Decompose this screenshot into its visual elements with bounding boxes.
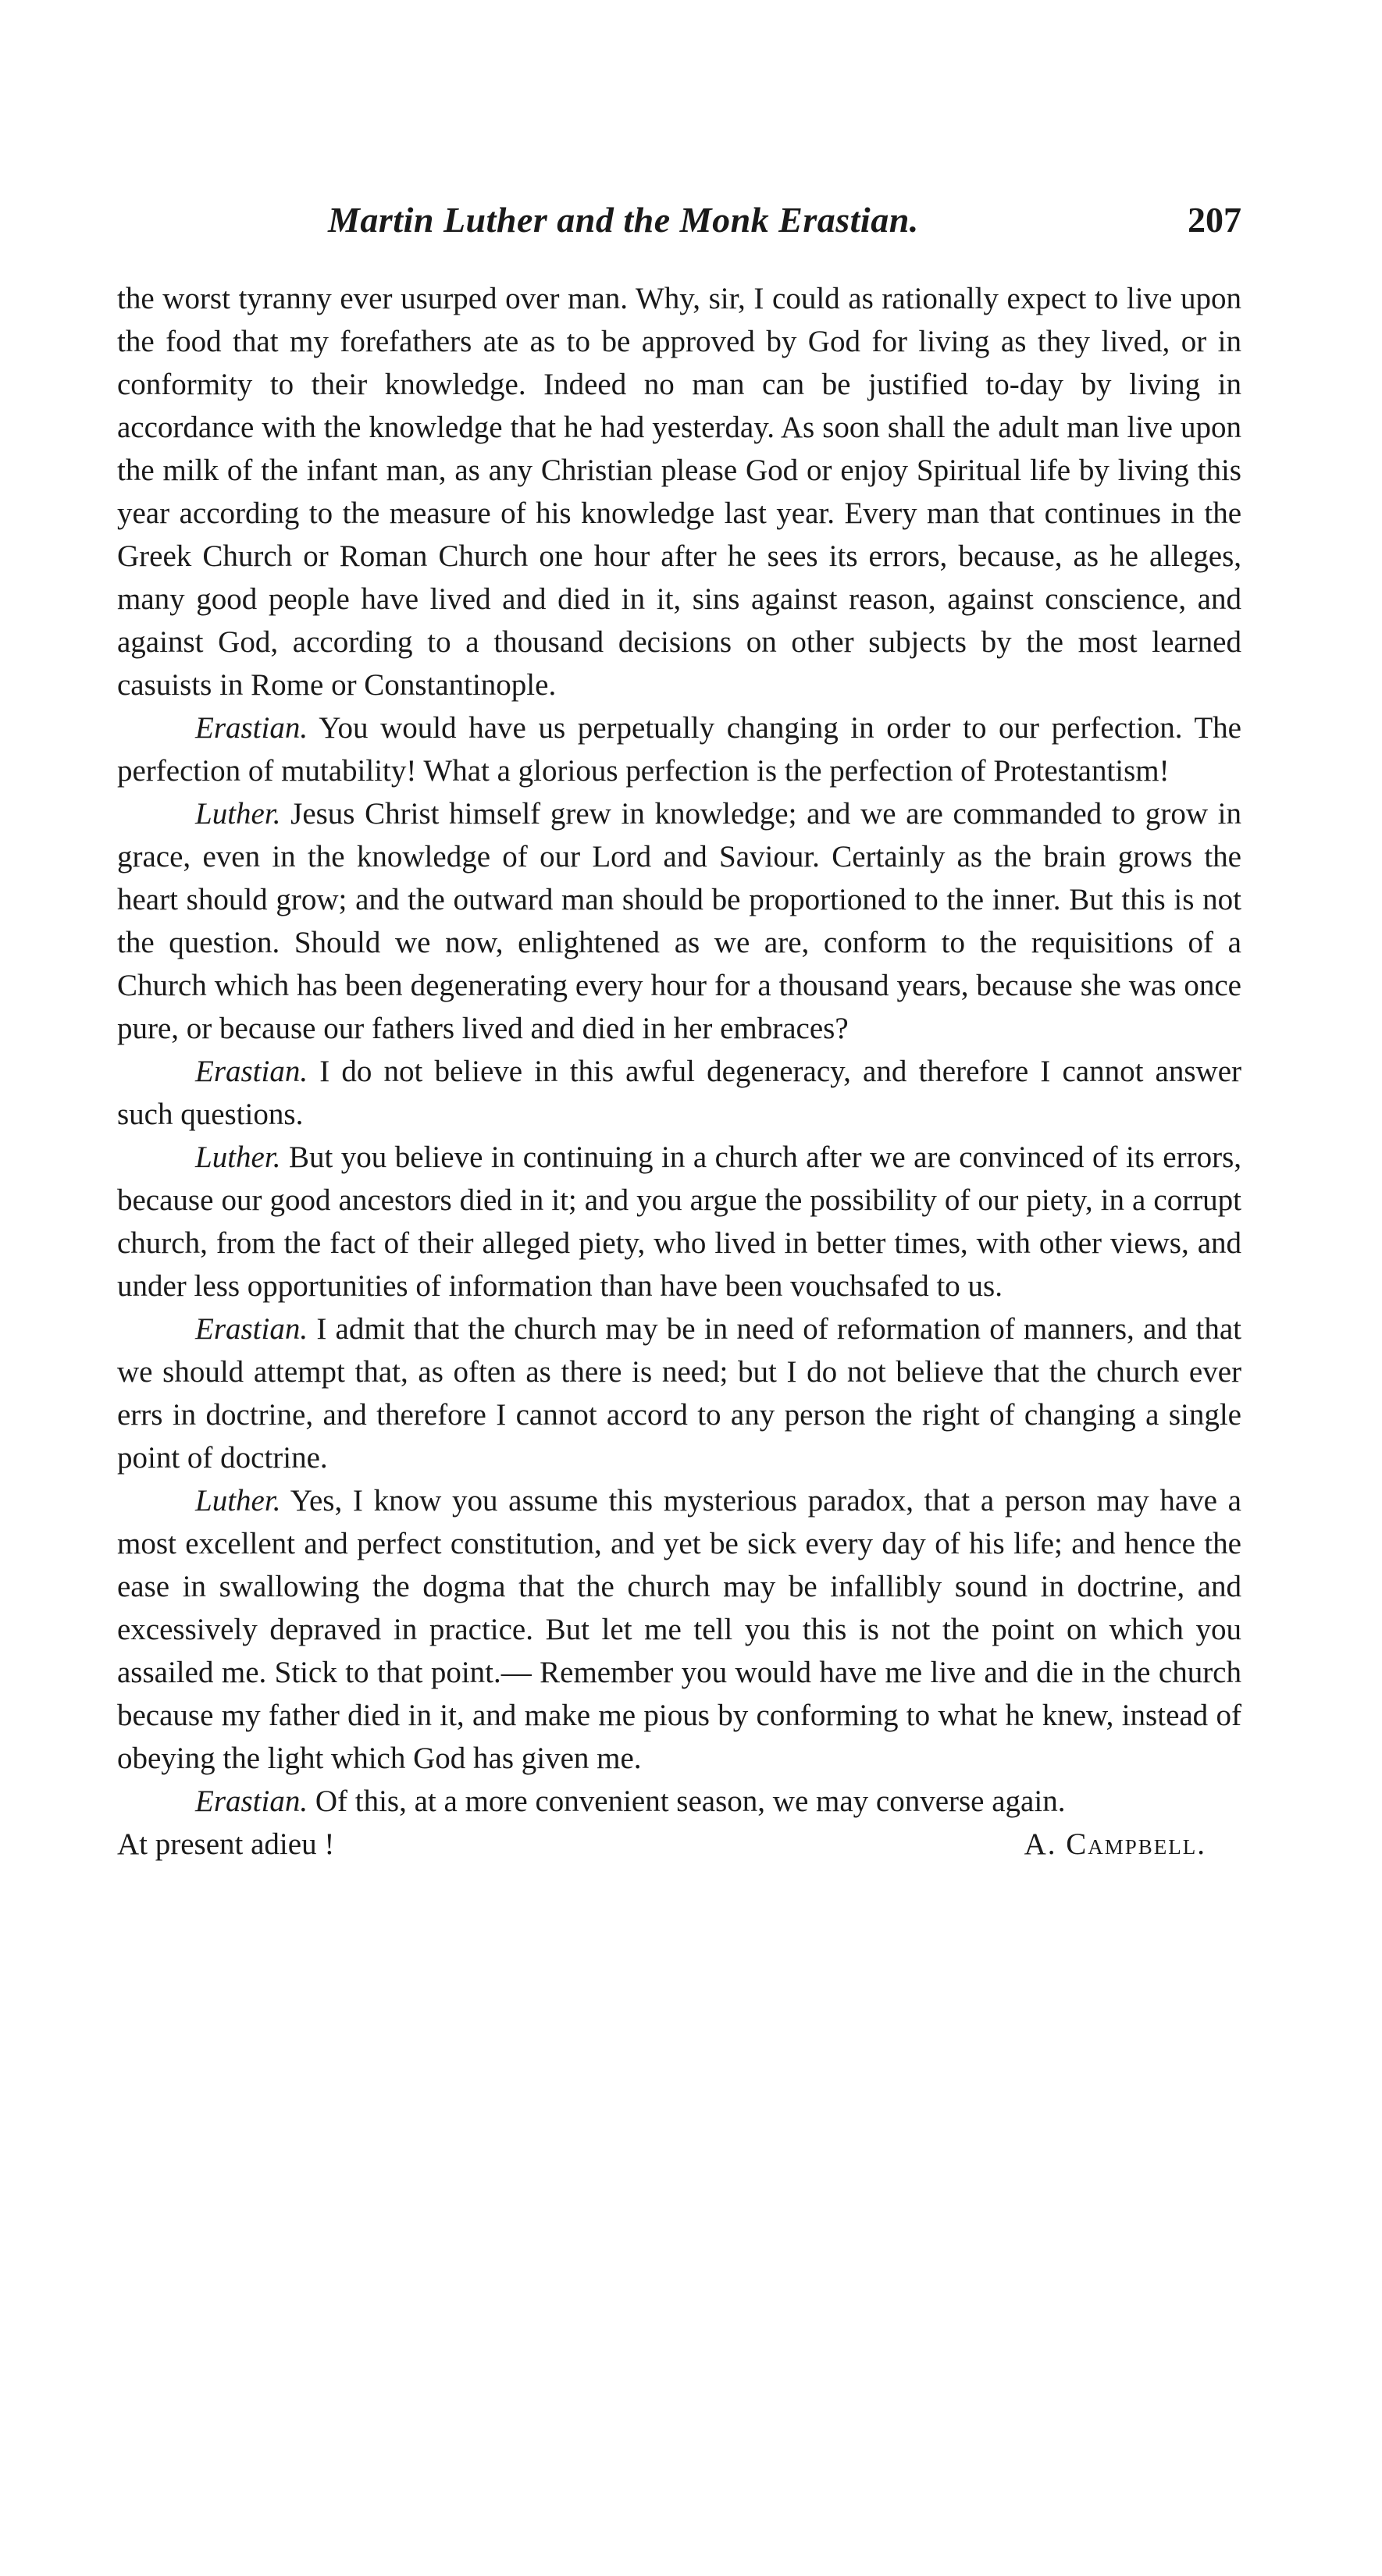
farewell-text: At present adieu ! [117,1827,335,1861]
dialogue-paragraph [117,1479,1241,1780]
author-signature: A. Campbell. [1024,1827,1206,1861]
speaker-name: Erastian. [195,1784,308,1818]
body-text [117,277,1241,1866]
book-page [117,199,1241,1866]
dialogue-paragraph [117,1050,1241,1136]
speaker-name: Erastian. [195,1055,308,1088]
dialogue-paragraph [117,1308,1241,1479]
page-number: 207 [1188,200,1241,240]
paragraph-text: Of this, at a more convenient season, we may converse again. [315,1784,1066,1818]
paragraph-text: Jesus Christ himself grew in knowledge; and we are commanded to grow in grace, even in the knowledge of our Lord and Saviour. Certainly as the brain grows the heart should grow; and the outward man should be proportioned to the inner. But this is not the question. Should we now, enlightened as we are, conform to the requisitions of a Church which has been degenerating every hour for a thousand years, because she was once pure, or because our fathers lived and died in her embraces? [117,797,1242,1045]
paragraph-continuation [117,277,1241,706]
paragraph-text: I do not believe in this awful degeneracy, and therefore I cannot answer such questions. [117,1055,1241,1131]
speaker-name: Erastian. [195,711,308,745]
dialogue-paragraph [117,792,1241,1050]
speaker-name: Luther. [195,1484,281,1517]
running-title: Martin Luther and the Monk Erastian. [328,200,919,240]
paragraph-text: But you believe in continuing in a church after we are convinced of its errors, because our good ancestors died in it; and you argue the possibility of our piety, in a corrupt church, from the fact of their alleged piety, who lived in better times, with other views, and under less opportunities of information than have been vouchsafed to us. [117,1140,1242,1303]
paragraph-text: You would have us perpetually changing in order to our perfection. The perfection of mutability! What a glorious perfection is the perfection of Protestantism! [117,711,1241,788]
page-header [117,199,1241,254]
dialogue-paragraph [117,1136,1241,1308]
paragraph-text: Yes, I know you assume this mysterious paradox, that a person may have a most excellent and perfect constitution, and yet be sick every day of his life; and hence the ease in swallowing the dogma that the church may be infallibly sound in doctrine, and excessively depraved in practice. But let me tell you this is not the point on which you assailed me. Stick to that point.— Remember you would have me live and die in the church because my father died in it, and make me pious by conforming to what he knew, instead of obeying the light which God has given me. [117,1484,1241,1775]
paragraph-text: the worst tyranny ever usurped over man. Why, sir, I could as rationally expect to live upon the food that my forefathers ate as to be approved by God for living as they lived, or in conformity to their knowledge. Indeed no man can be justified to-day by living in accordance with the knowledge that he had yesterday. As soon shall the adult man live upon the milk of the infant man, as any Christian please God or enjoy Spiritual life by living this year according to the measure of his knowledge last year. Every man that continues in the Greek Church or Roman Church one hour after he sees its errors, because, as he alleges, many good people have lived and died in it, sins against reason, against conscience, and against God, according to a thousand decisions on other subjects by the most learned casuists in Rome or Constantinople. [117,282,1241,702]
dialogue-paragraph [117,1780,1241,1823]
speaker-name: Luther. [195,797,281,831]
closing-line [117,1823,1241,1866]
speaker-name: Erastian. [195,1312,308,1346]
speaker-name: Luther. [195,1140,281,1174]
dialogue-paragraph [117,706,1241,792]
paragraph-text: I admit that the church may be in need of reformation of manners, and that we should attempt that, as often as there is need; but I do not believe that the church ever errs in doctrine, and therefore I cannot accord to any person the right of changing a single point of doctrine. [117,1312,1241,1475]
